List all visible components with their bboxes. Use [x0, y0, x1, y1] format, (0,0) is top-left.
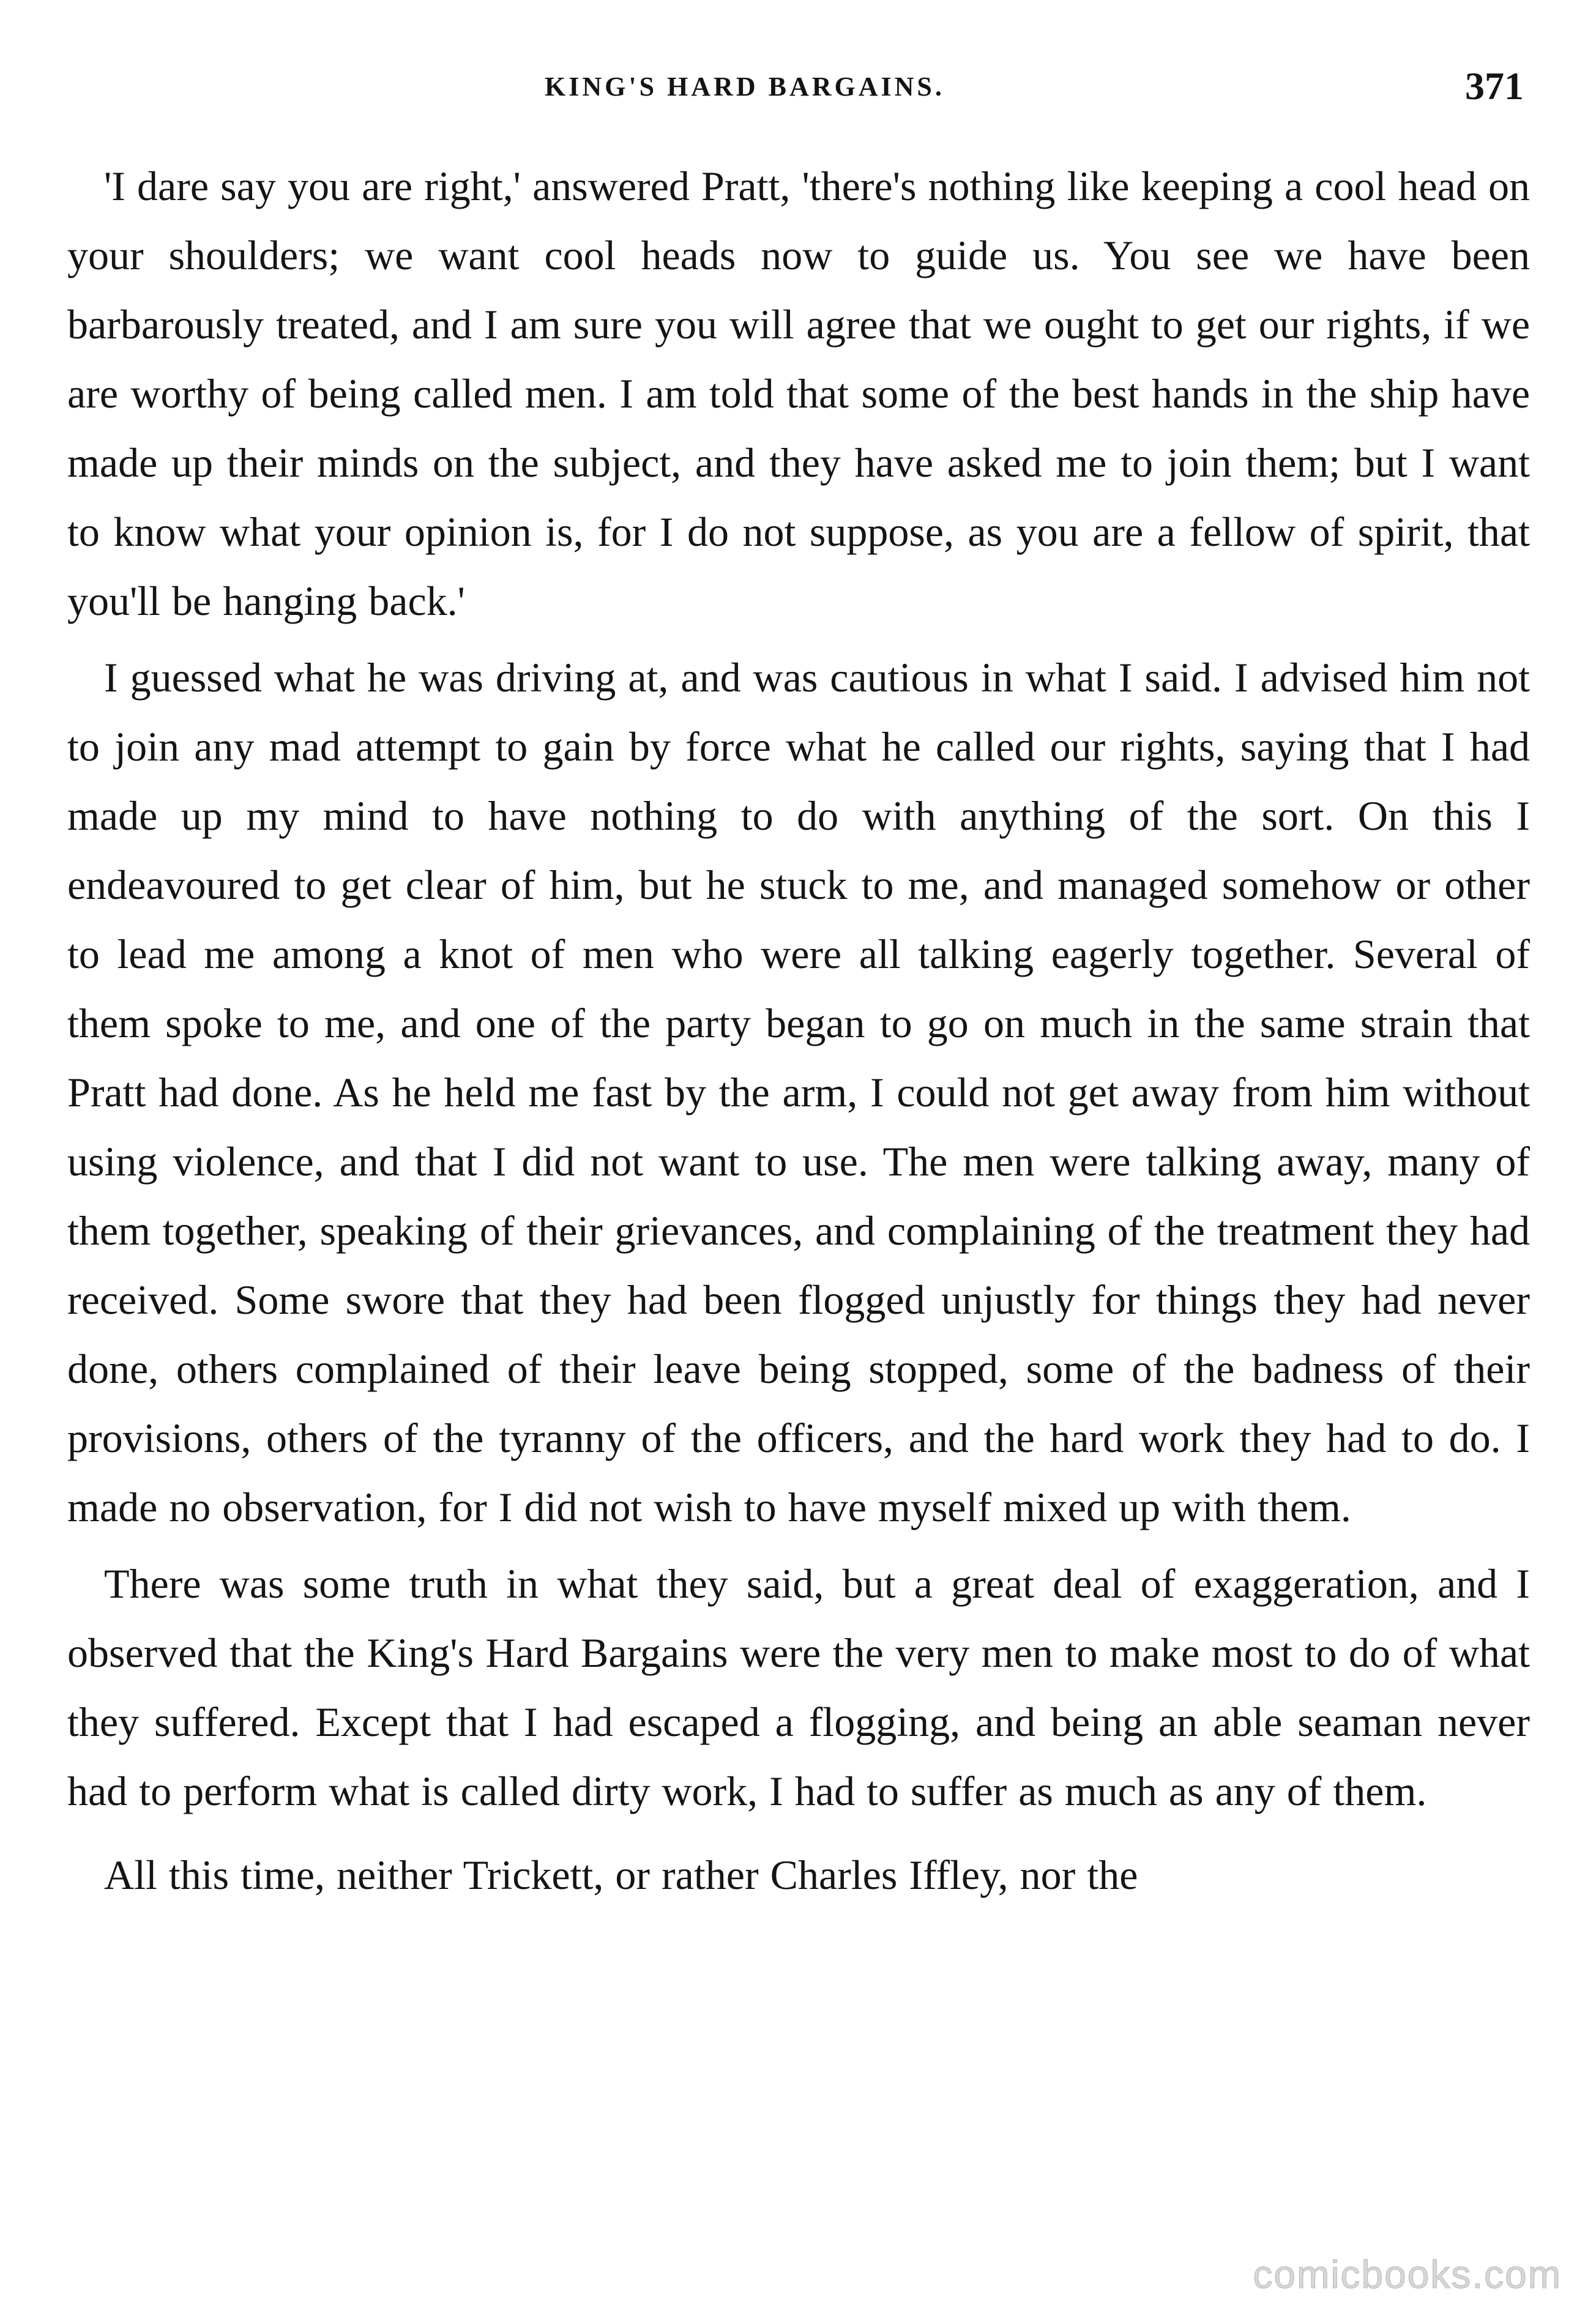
page-number: 371 [1465, 64, 1524, 108]
running-head [67, 66, 1530, 121]
paragraph-2: I guessed what he was driving at, and was cautious in what I said. I advised him not to join any mad attempt to gain by force what he called our rights, saying that I had made up my mind to have nothing to do with anything of the sort. On this I endeavoured to get clear of him, but he stuck to me, and managed somehow or other to lead me among a knot of men who were all talking eagerly together. Several of them spoke to me, and one of the party began to go on much in the same strain that Pratt had done. As he held me fast by the arm, I could not get away from him without using violence, and that I did not want to use. The men were talking away, many of them together, speaking of their grievances, and complaining of the treatment they had received. Some swore that they had been flogged unjustly for things they had never done, others complained of their leave being stopped, some of the badness of their provisions, others of the tyranny of the officers, and the hard work they had to do. I made no observation, for I did not wish to have myself mixed up with them. [67, 654, 1530, 1530]
paragraph-3: There was some truth in what they said, but a great deal of exaggeration, and I observed that the King's Hard Bargains were the very men to make most to do of what they suffered. Except that I had escaped a flogging, and being an able seaman never had to perform what is called dirty work, I had to suffer as much as any of them. [67, 1560, 1530, 1814]
body-text [67, 152, 1530, 1917]
running-head-title: KING'S HARD BARGAINS. [545, 72, 945, 102]
paragraph-1: 'I dare say you are right,' answered Pratt, 'there's nothing like keeping a cool head on your shoulders; we want cool heads now to guide us. You see we have been barbarously treated, and I am sure you will agree that we ought to get our rights, if we are worthy of being called men. I am told that some of the best hands in the ship have made up their minds on the subject, and they have asked me to join them; but I want to know what your opinion is, for I do not suppose, as you are a fellow of spirit, that you'll be hanging back.' [67, 163, 1530, 624]
watermark: comicbooks.com [1253, 2252, 1562, 2296]
paragraph-4: All this time, neither Trickett, or rather Charles Iffley, nor the [104, 1852, 1138, 1898]
